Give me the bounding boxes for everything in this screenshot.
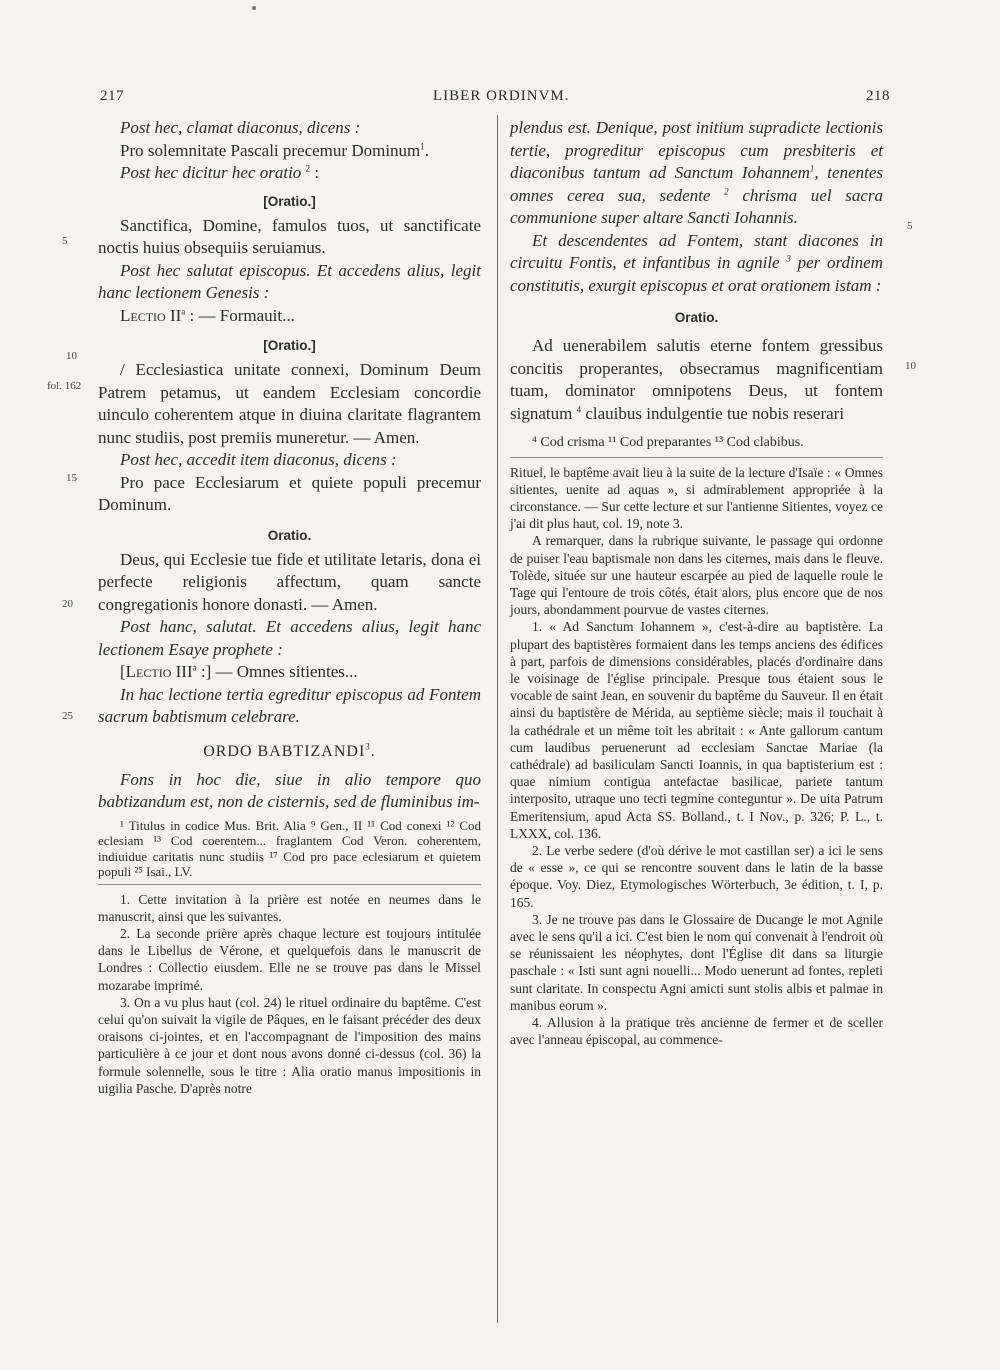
page-number-left: 217 <box>100 88 124 104</box>
line-number-5-left: 5 <box>62 235 68 247</box>
prayer: Ad uenerabilem salutis eterne fontem gressibus concitis properantes, obsecramus magnificentiam tuam, dominator omnipotens Deus, ut fontem signatum $^4$ clauibus indulgentie tue nobis reserari <box>510 336 883 423</box>
critical-apparatus: ⁴ Cod crisma ¹¹ Cod preparantes ¹³ Cod clabibus. <box>532 435 804 450</box>
line-number-5-right: 5 <box>907 220 913 232</box>
line-number-25-left: 25 <box>62 710 73 722</box>
rubric: Et descendentes ad Fontem, stant diacones in circuitu Fontis, et infantibus in agnile $^3$ per ordinem constitutis, exurgit episcopus et orat orationem istam : <box>510 230 883 295</box>
lection: [Lectio III$^a$ :] — Omnes sitientes... <box>120 662 358 681</box>
critical-apparatus: ¹ Titulus in codice Mus. Brit. Alia ⁹ Gen., II ¹¹ Cod conexi ¹² Cod eclesiam ¹³ Cod coerentem... fraglantem Cod Veron. coherentem, indiuidue caritatis nunc studiis ¹⁷ Cod pro pace eclesiarum et quietem populi ²⁵ Isai., LV. <box>98 817 481 879</box>
prayer: / Ecclesiastica unitate connexi, Dominum Deum Patrem petamus, ut eandem Ecclesiam concordie uinculo coherentem atque in diuina claritate flagrantem nunc studiis, post premiis muneretur. — Amen. <box>98 360 481 447</box>
note: 2. La seconde prière après chaque lecture est toujours intitulée dans le Libellus de Vérone, et quelquefois dans le manuscrit de Londres : Collectio eiusdem. Elle ne se trouve pas dans le Missel mozarabe imprimé. <box>98 925 481 993</box>
ordo-title: ORDO BABTIZANDI$^3$. <box>203 741 376 760</box>
folio-marker: fol. 162 <box>47 380 82 392</box>
note: 2. Le verbe sedere (d'où dérive le mot castillan ser) a ici le sens de « esse », ce qui se rencontre souvent dans le latin de la basse époque. Voy. Diez, Etymologisches Wörterbuch, 3e édition, t. I, p. 165. <box>510 842 883 910</box>
page-number-right: 218 <box>866 88 890 104</box>
line-number-20-left: 20 <box>62 598 73 610</box>
section-heading: Oratio. <box>267 527 312 543</box>
right-column <box>510 117 883 1048</box>
running-title: LIBER ORDINVM. <box>433 88 570 104</box>
ink-speck <box>252 6 256 10</box>
rubric: Post hec dicitur hec oratio $^2$ : <box>120 163 320 182</box>
line-number-15-left: 15 <box>66 472 77 484</box>
rubric: In hac lectione tertia egreditur episcopus ad Fontem sacrum babtismum celebrare. <box>98 684 481 726</box>
line-number-10-right: 10 <box>905 360 916 372</box>
note: 1. « Ad Sanctum Iohannem », c'est-à-dire au baptistère. La plupart des baptistères formaient dans les temps anciens des édifices à part, parfois de dimensions considérables, placés d'ordinaire dans le voisinage de l'église principale. Presque tous étaient sous le vocable de saint Jean, en souvenir du baptême du Sauveur. Il en était ainsi du baptistère de Mérida, au septième siècle; mais il touchait à la cathédrale et un même toit les abritait : « Ante gallorum cantum cum laudibus peruenerunt ad ecclesiam Sanctae Mariae (la cathédrale) ad basiliculam Sancti Ioannis, in qua baptisterium est : quae nimium contigua antefactae basilicae, pariete tantum interposito, utraque uno tecti tegmine conteguntur ». De uita Patrum Emeritensium, apud Acta SS. Bolland., t. I Nov., p. 326; P. L., t. LXXX, col. 136. <box>510 619 883 841</box>
note: 3. Je ne trouve pas dans le Glossaire de Ducange le mot Agnile avec le sens qu'il a ici. C'est bien le nom qui convenait à l'endroit où se réunissaient les néophytes, dont l'Église dit dans sa liturgie paschale : « Isti sunt agni nouelli... Modo uenerunt ad fontes, repleti sunt claritate. In conspectu Agni amicti sunt stolis albis et palmae in manibus eorum ». <box>510 911 883 1013</box>
rubric: Post hanc, salutat. Et accedens alius, legit hanc lectionem Esaye prophete : <box>98 617 481 659</box>
note: 4. Allusion à la pratique très ancienne de fermer et de sceller avec l'anneau épiscopal, au commence- <box>510 1015 883 1048</box>
lection: Lectio $II^a$ : — Formauit... <box>120 305 295 325</box>
rubric: plendus est. Denique, post initium supradicte lectionis tertie, progreditur episcopus cum presbiteris et diaconibus tantum ad Sanctum Iohannem$^1$, tenentes omnes cerea sua, sedente $^2$ chrisma uel sacra communione super altare Sancti Iohannis. <box>510 118 884 227</box>
note: Rituel, le baptême avait lieu à la suite de la lecture d'Isaïe : « Omnes sitientes, uenite ad aquas », si admirablement appropriée à la circonstance. — Sur cette lecture et sur l'antienne Sitientes, voyez ce j'ai dit plus haut, col. 19, note 3. <box>510 464 883 532</box>
invitation: Pro solemnitate Pascali precemur Dominum$^1$. <box>120 140 430 160</box>
prayer: Sanctifica, Domine, famulos tuos, ut sanctificate noctis huius obsequiis seruiamus. <box>98 215 481 257</box>
note: 1. Cette invitation à la prière est notée en neumes dans le manuscrit, ainsi que les suivantes. <box>98 891 481 924</box>
section-heading: [Oratio.] <box>263 338 316 353</box>
section-heading: Oratio. <box>674 310 719 325</box>
invitation: Pro pace Ecclesiarum et quiete populi precemur Dominum. <box>98 472 481 514</box>
note: A remarquer, dans la rubrique suivante, le passage qui ordonne de puiser l'eau baptismale non dans les citernes, mais dans le fleuve. Tolède, située sur une hauteur escarpée au pied de laquelle roule le Tage qui l'entoure de trois côtés, était alors, plus encore que de nos jours, abondamment pourvue de vastes citernes. <box>510 533 883 618</box>
rubric: Post hec, clamat diaconus, dicens : <box>120 118 361 137</box>
note: 3. On a vu plus haut (col. 24) le rituel ordinaire du baptême. C'est celui qu'on suivait la vigile de Pâques, en le faisant précéder des deux oraisons ci-jointes, et en l'accompagnant de l'imposition des mains particulière à ce jour et dont nous avons donné ci-dessus (col. 36) la formule solennelle, sous le titre : Alia oratio manus impositionis in uigilia Pasche. D'après notre <box>98 994 481 1096</box>
rubric: Post hec salutat episcopus. Et accedens alius, legit hanc lectionem Genesis : <box>98 260 481 302</box>
left-column <box>98 117 481 1097</box>
section-heading: [Oratio.] <box>263 193 316 209</box>
prayer: Deus, qui Ecclesie tue fide et utilitate letaris, dona ei perfecte religionis affectum, quam sancte congregationis honore donasti. — Amen. <box>98 549 481 614</box>
column-rule <box>497 115 498 1323</box>
footnote-separator <box>510 457 883 458</box>
footnote-separator <box>98 884 481 885</box>
rubric: Post hec, accedit item diaconus, dicens : <box>120 450 397 469</box>
rubric: Fons in hoc die, siue in alio tempore quo babtizandum est, non de cisternis, sed de fluminibus im- <box>98 769 481 811</box>
line-number-10-left: 10 <box>66 350 77 362</box>
